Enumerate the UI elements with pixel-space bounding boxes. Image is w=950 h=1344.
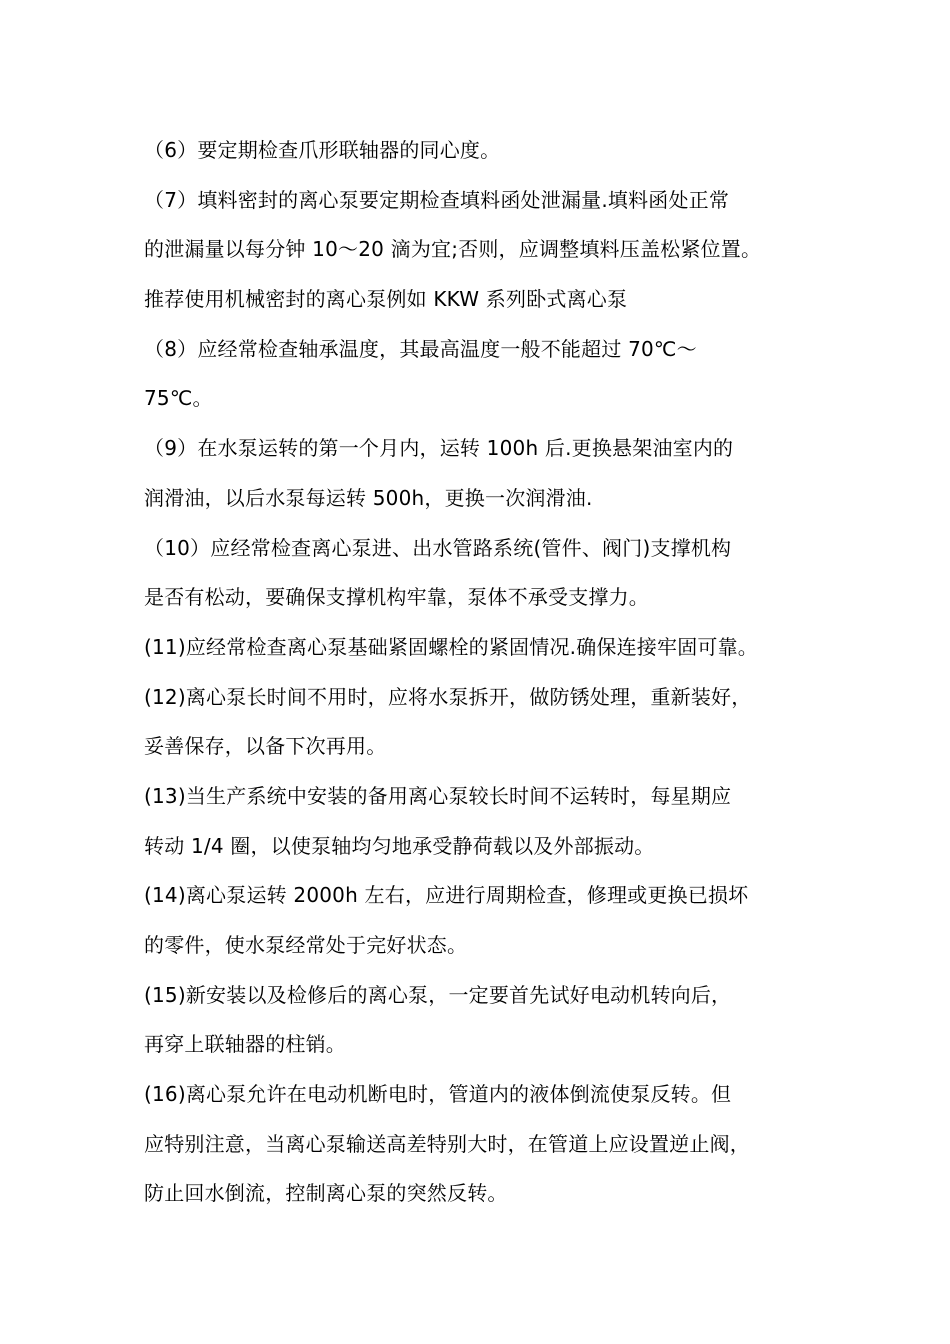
text-line: (15)新安装以及检修后的离心泵，一定要首先试好电动机转向后， <box>144 982 732 1007</box>
text-line: （9）在水泵运转的第一个月内，运转 100h 后.更换悬架油室内的 <box>144 436 734 461</box>
text-line: 润滑油，以后水泵每运转 500h，更换一次润滑油. <box>144 485 593 510</box>
text-line: (11)应经常检查离心泵基础紧固螺栓的紧固情况.确保连接牢固可靠。 <box>144 634 759 659</box>
text-line: （10）应经常检查离心泵进、出水管路系统(管件、阀门)支撑机构 <box>144 535 732 560</box>
text-line: 的零件，使水泵经常处于完好状态。 <box>144 933 468 957</box>
text-line: (12)离心泵长时间不用时，应将水泵拆开，做防锈处理，重新装好， <box>144 684 752 709</box>
text-line: 是否有松动，要确保支撑机构牢靠，泵体不承受支撑力。 <box>144 585 649 610</box>
text-line: 再穿上联轴器的柱销。 <box>144 1032 346 1057</box>
text-line: 转动 1/4 圈，以使泵轴均匀地承受静荷载以及外部振动。 <box>144 833 655 858</box>
text-line: 75℃。 <box>144 386 213 411</box>
text-line: （8）应经常检查轴承温度，其最高温度一般不能超过 70℃～ <box>144 336 697 361</box>
text-line: （7）填料密封的离心泵要定期检查填料函处泄漏量.填料函处正常 <box>144 187 730 212</box>
text-line: (16)离心泵允许在电动机断电时，管道内的液体倒流使泵反转。但 <box>144 1082 732 1107</box>
text-line: 妥善保存，以备下次再用。 <box>144 734 387 759</box>
text-line: 的泄漏量以每分钟 10～20 滴为宜;否则，应调整填料压盖松紧位置。 <box>144 237 762 262</box>
text-line: (14)离心泵运转 2000h 左右，应进行周期检查，修理或更换已损坏 <box>144 883 749 908</box>
text-line: 防止回水倒流，控制离心泵的突然反转。 <box>144 1181 508 1206</box>
text-line: （6）要定期检查爪形联轴器的同心度。 <box>144 138 501 162</box>
text-line: (13)当生产系统中安装的备用离心泵较长时间不运转时，每星期应 <box>144 783 732 808</box>
text-line: 应特别注意，当离心泵输送高差特别大时，在管道上应设置逆止阀， <box>144 1131 750 1156</box>
document-body <box>144 126 834 1219</box>
text-line: 推荐使用机械密封的离心泵例如 KKW 系列卧式离心泵 <box>144 287 628 312</box>
